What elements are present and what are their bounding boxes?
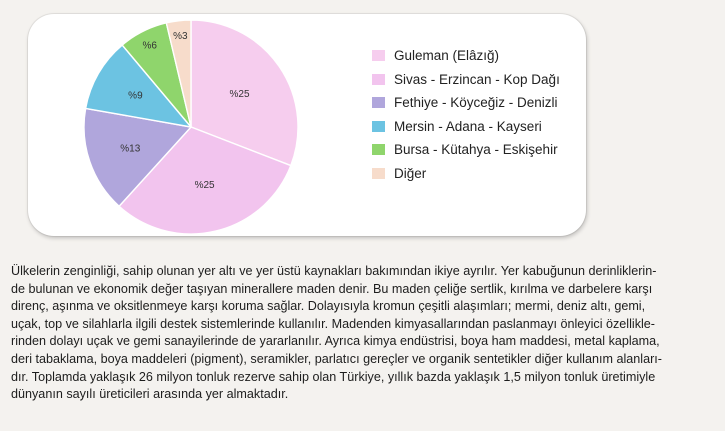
legend-label: Diğer — [394, 165, 427, 181]
paragraph-line: direnç, aşınma ve oksitlenmeye karşı koruma sağlar. Dolayısıyla kromun çeşitli alaşımları; mermi, deniz altı, gemi, — [11, 299, 646, 314]
slice-label-1: %25 — [194, 179, 215, 191]
legend-swatch — [372, 168, 385, 179]
pie-chart-card — [28, 14, 586, 236]
legend-item-0 — [372, 44, 560, 68]
paragraph-line: de bulunan ve ekonomik değer taşıyan minerallere maden denir. Bu maden çeliğe sertlik, kırılma ve darbelere karşı — [11, 281, 653, 296]
legend-swatch — [372, 144, 385, 155]
slice-label-5: %3 — [173, 31, 188, 43]
paragraph-line: uçak, top ve silahlarla ilgili destek sistemlerinde kullanılır. Madenden kimyasallarından paslanmayı önleyici özellikle- — [11, 316, 655, 331]
slice-label-4: %6 — [142, 40, 157, 52]
legend-label: Sivas - Erzincan - Kop Dağı — [394, 71, 560, 87]
slice-label-0: %25 — [229, 89, 250, 101]
legend-swatch — [372, 74, 385, 85]
paragraph-line: dünyanın sayılı üreticileri arasında yer almaktadır. — [11, 387, 289, 402]
legend-item-4 — [372, 138, 560, 162]
legend-label: Mersin - Adana - Kayseri — [394, 118, 542, 134]
slice-label-3: %9 — [128, 90, 143, 102]
legend-label: Guleman (Elâzığ) — [394, 48, 500, 64]
slice-label-2: %13 — [120, 143, 141, 155]
legend-swatch — [372, 50, 385, 61]
legend-item-2 — [372, 91, 560, 115]
legend-swatch — [372, 97, 385, 108]
pie-chart — [28, 14, 358, 236]
chart-legend — [372, 44, 560, 185]
legend-item-1 — [372, 68, 560, 92]
legend-item-3 — [372, 115, 560, 139]
paragraph-line: rinden dolayı uçak ve gemi sanayilerinde de yararlanılır. Ayrıca kimya endüstrisi, boya ham maddesi, metal kaplama, — [11, 334, 660, 349]
legend-item-5 — [372, 162, 560, 186]
paragraph-line: deri tabaklama, boya maddeleri (pigment), seramikler, parlatıcı gereçler ve organik sentetikler diğer kullanım alanları- — [11, 351, 662, 366]
paragraph-line: dır. Toplamda yaklaşık 26 milyon tonluk rezerve sahip olan Türkiye, yıllık bazda yaklaşık 1,5 milyon tonluk üretimiyle — [11, 369, 656, 384]
legend-swatch — [372, 121, 385, 132]
paragraph-line: Ülkelerin zenginliği, sahip olunan yer altı ve yer üstü kaynakları bakımından ikiye ayrılır. Yer kabuğunun derinliklerin- — [11, 264, 657, 278]
body-paragraph — [11, 263, 717, 404]
legend-label: Fethiye - Köyceğiz - Denizli — [394, 95, 558, 111]
legend-label: Bursa - Kütahya - Eskişehir — [394, 142, 558, 158]
